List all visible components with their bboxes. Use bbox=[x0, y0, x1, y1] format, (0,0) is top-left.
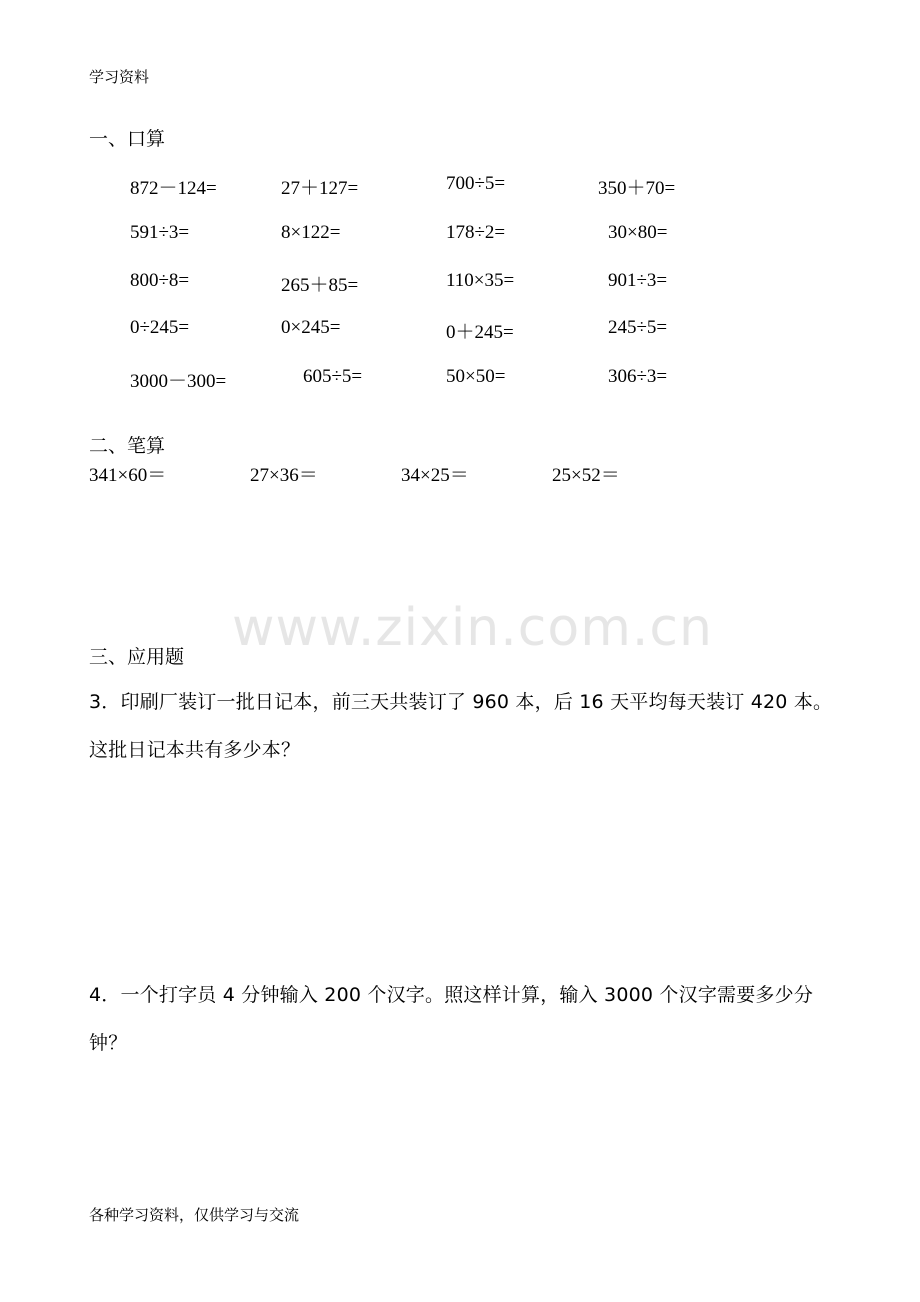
oral-problem: 27＋127= bbox=[281, 178, 359, 199]
oral-problem: 591÷3= bbox=[130, 222, 190, 243]
oral-problem: 350＋70= bbox=[598, 178, 676, 199]
oral-problem: 3000－300= bbox=[130, 371, 227, 392]
oral-problem: 0×245= bbox=[281, 317, 341, 338]
watermark: www.zixin.com.cn bbox=[232, 598, 713, 658]
oral-problem: 800÷8= bbox=[130, 270, 190, 291]
oral-problem: 265＋85= bbox=[281, 275, 359, 296]
oral-problem: 50×50= bbox=[446, 366, 506, 387]
oral-problem: 245÷5= bbox=[608, 317, 668, 338]
written-problem: 27×36＝ bbox=[250, 465, 318, 486]
written-problem: 25×52＝ bbox=[552, 465, 620, 486]
oral-problem: 178÷2= bbox=[446, 222, 506, 243]
section-title-written-calculation: 二、笔算 bbox=[89, 435, 166, 457]
oral-problem: 605÷5= bbox=[303, 366, 363, 387]
oral-problem: 872－124= bbox=[130, 178, 217, 199]
page-footer: 各种学习资料，仅供学习与交流 bbox=[89, 1206, 300, 1224]
oral-problem: 30×80= bbox=[608, 222, 668, 243]
section-title-oral-calculation: 一、口算 bbox=[89, 128, 166, 150]
oral-problem: 8×122= bbox=[281, 222, 341, 243]
written-problem: 34×25＝ bbox=[401, 465, 469, 486]
oral-problem: 306÷3= bbox=[608, 366, 668, 387]
oral-problem: 700÷5= bbox=[446, 173, 506, 194]
word-problem-4: 4．一个打字员 4 分钟输入 200 个汉字。照这样计算，输入 3000 个汉字需要多少分钟？ bbox=[89, 984, 814, 1054]
oral-problem: 110×35= bbox=[446, 270, 515, 291]
word-problem-3: 3．印刷厂装订一批日记本，前三天共装订了 960 本，后 16 天平均每天装订 420 本。这批日记本共有多少本？ bbox=[89, 691, 833, 761]
section-title-word-problems: 三、应用题 bbox=[89, 646, 185, 668]
oral-problem: 0＋245= bbox=[446, 322, 514, 343]
written-problem: 341×60＝ bbox=[89, 465, 167, 486]
oral-problem: 0÷245= bbox=[130, 317, 190, 338]
oral-problem: 901÷3= bbox=[608, 270, 668, 291]
page-header: 学习资料 bbox=[89, 68, 150, 86]
